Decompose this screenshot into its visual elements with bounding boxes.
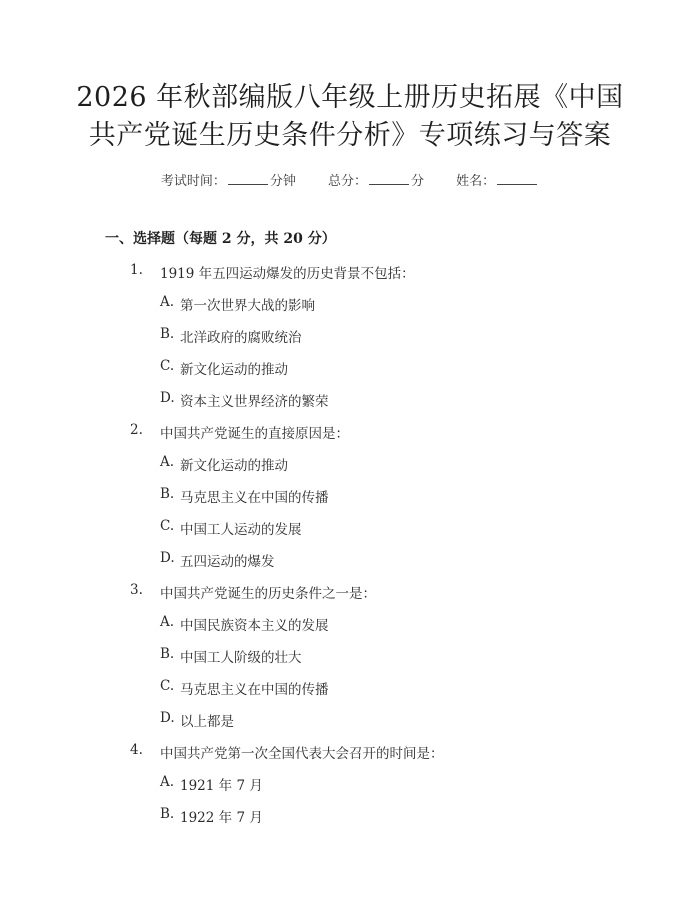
- total-score-blank: [369, 172, 409, 185]
- option-letter: A.: [160, 294, 175, 310]
- option-text: 1921 年 7 月: [180, 778, 263, 794]
- option-text: 第一次世界大战的影响: [180, 298, 315, 314]
- option-letter: A.: [160, 774, 175, 790]
- student-name-blank: [497, 172, 537, 185]
- option-text: 五四运动的爆发: [180, 554, 275, 570]
- question-text: 1919 年五四运动爆发的历史背景不包括：: [160, 266, 415, 282]
- option-text: 中国民族资本主义的发展: [180, 618, 329, 634]
- option-text: 中国工人阶级的壮大: [180, 650, 302, 666]
- option-letter: D.: [160, 550, 175, 566]
- option-letter: C.: [160, 358, 175, 374]
- option-text: 中国工人运动的发展: [180, 522, 302, 538]
- option-letter: B.: [160, 486, 175, 502]
- option-text: 马克思主义在中国的传播: [180, 490, 329, 506]
- option-text: 1922 年 7 月: [180, 810, 263, 826]
- option-letter: D.: [160, 390, 175, 406]
- exam-time-unit: 分钟: [269, 174, 296, 189]
- option-text: 新文化运动的推动: [180, 458, 288, 474]
- option-text: 马克思主义在中国的传播: [180, 682, 329, 698]
- exam-time-label: 考试时间：: [160, 174, 226, 189]
- option-text: 以上都是: [180, 714, 234, 730]
- option-letter: D.: [160, 710, 175, 726]
- total-score-unit: 分: [411, 174, 425, 189]
- option-letter: C.: [160, 518, 175, 534]
- student-name-label: 姓名：: [456, 174, 496, 189]
- question-text: 中国共产党第一次全国代表大会召开的时间是：: [160, 746, 444, 762]
- question-number: 3.: [130, 582, 143, 598]
- option-text: 资本主义世界经济的繁荣: [180, 394, 329, 410]
- option-letter: B.: [160, 326, 175, 342]
- option-letter: A.: [160, 454, 175, 470]
- question-number: 1.: [130, 262, 143, 278]
- exam-time-field: [161, 170, 296, 189]
- document-title-line-1: 2026 年秋部编版八年级上册历史拓展《中国: [76, 82, 624, 113]
- option-letter: B.: [160, 646, 175, 662]
- student-name-field: [456, 170, 539, 189]
- option-text: 北洋政府的腐败统治: [180, 330, 302, 346]
- option-text: 新文化运动的推动: [180, 362, 288, 378]
- document-title-line-2: 共产党诞生历史条件分析》专项练习与答案: [88, 120, 612, 151]
- question-number: 4.: [130, 742, 143, 758]
- question-text: 中国共产党诞生的历史条件之一是：: [160, 586, 376, 602]
- total-score-label: 总分：: [327, 174, 367, 189]
- section-heading-multiple-choice: 一、选择题（每题 2 分，共 20 分）: [105, 231, 336, 247]
- total-score-field: [328, 170, 424, 189]
- exam-info-row: [0, 170, 700, 189]
- exam-time-blank: [228, 172, 268, 185]
- option-letter: C.: [160, 678, 175, 694]
- option-letter: A.: [160, 614, 175, 630]
- question-number: 2.: [130, 422, 143, 438]
- option-letter: B.: [160, 806, 175, 822]
- question-text: 中国共产党诞生的直接原因是：: [160, 426, 349, 442]
